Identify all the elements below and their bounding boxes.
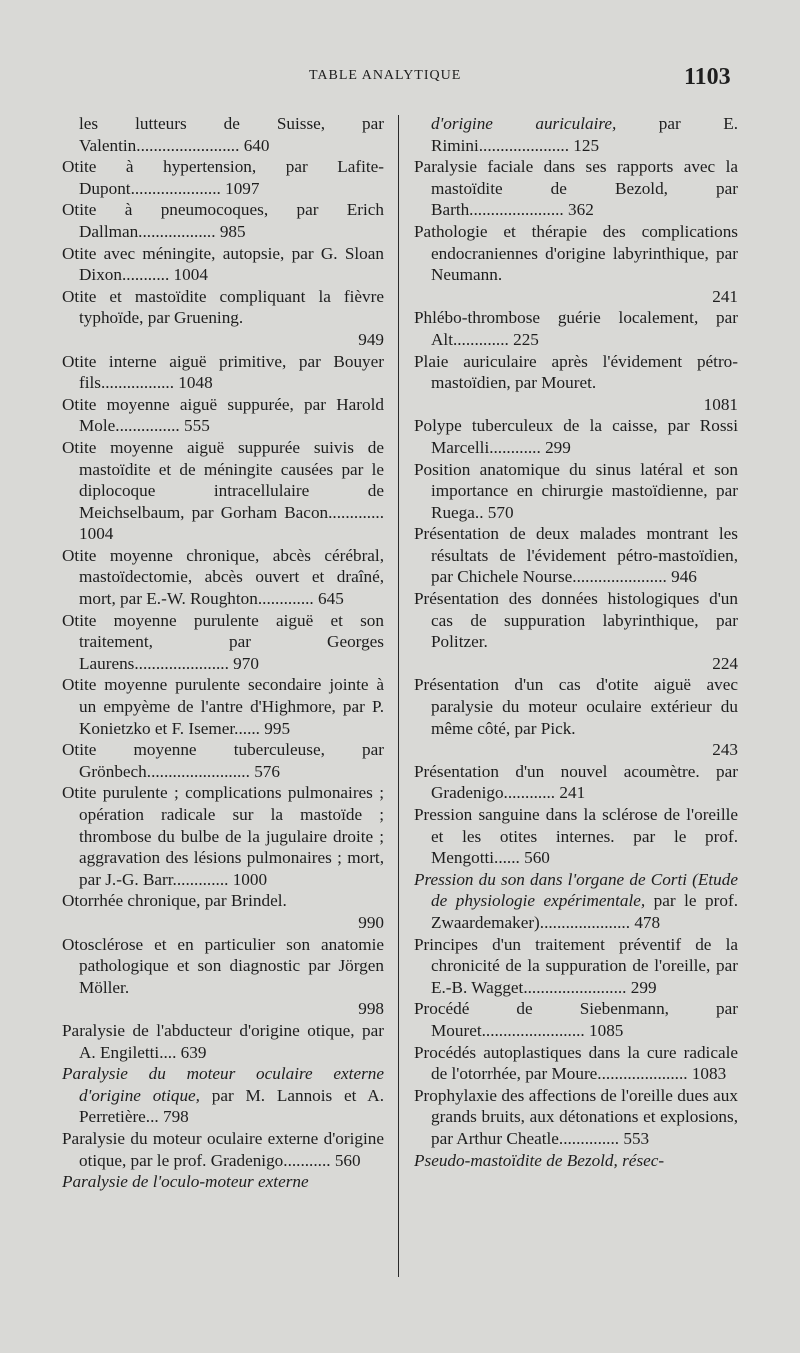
entry-text: par M. Lannois et A. Perretière... 798 bbox=[79, 1085, 384, 1127]
index-entry bbox=[62, 610, 384, 675]
entry-text: par E. Rimini..................... 125 bbox=[431, 114, 738, 155]
index-entry bbox=[62, 674, 384, 739]
index-entry bbox=[62, 890, 384, 933]
entry-text: Otite moyenne tuberculeuse, par Grönbech........................ 576 bbox=[62, 740, 384, 781]
entry-text: Otite à hypertension, par Lafite-Dupont..................... 1097 bbox=[62, 157, 384, 198]
entry-text: Polype tuberculeux de la caisse, par Rossi Marcelli............ 299 bbox=[414, 416, 738, 457]
entry-text: Pression sanguine dans la sclérose de l'oreille et les otites internes. par le prof. Mengotti...... 560 bbox=[414, 805, 738, 868]
index-entry bbox=[414, 221, 738, 307]
entry-text: Plaie auriculaire après l'évidement pétro-mastoïdien, par Mouret. bbox=[414, 351, 738, 393]
index-entry bbox=[62, 739, 384, 782]
entry-page-ref: 949 bbox=[358, 329, 384, 349]
index-entry bbox=[414, 761, 738, 804]
entry-text: Paralysie faciale dans ses rapports avec la mastoïdite de Bezold, par Barth...................... 362 bbox=[414, 157, 738, 220]
entry-text: Otite moyenne purulente aiguë et son traitement, par Georges Laurens...................... 970 bbox=[62, 610, 384, 673]
entry-text: Otite moyenne chronique, abcès cérébral, mastoïdectomie, abcès ouvert et draîné, mort, par E.-W. Roughton............. 645 bbox=[62, 545, 384, 609]
entry-text: par le prof. Zwaardemaker)..................... 478 bbox=[431, 891, 738, 932]
index-column-right bbox=[414, 113, 738, 1171]
index-entry bbox=[62, 113, 384, 156]
index-entry bbox=[62, 394, 384, 437]
entry-text: Présentation d'un cas d'otite aiguë avec paralysie du moteur oculaire extérieur du même côté, par Pick. bbox=[414, 675, 738, 738]
index-entry bbox=[62, 782, 384, 890]
index-entry bbox=[414, 415, 738, 458]
index-entry bbox=[62, 286, 384, 351]
index-entry bbox=[62, 156, 384, 199]
entry-page-ref: 224 bbox=[712, 653, 738, 673]
index-entry bbox=[62, 243, 384, 286]
entry-text: Otite moyenne aiguë suppurée suivis de mastoïdite et de méningite causées par le diplocoque intracellulaire de Meichselbaum, par Gorham Bacon............. 1004 bbox=[62, 437, 384, 544]
index-entry bbox=[62, 1063, 384, 1128]
index-entry bbox=[414, 998, 738, 1041]
index-entry bbox=[414, 113, 738, 156]
entry-text: Procédé de Siebenmann, par Mouret........................ 1085 bbox=[414, 999, 738, 1040]
entry-text: Otosclérose et en particulier son anatomie pathologique et son diagnostic par Jörgen Möller. bbox=[62, 934, 384, 997]
entry-text: Phlébo-thrombose guérie localement, par Alt............. 225 bbox=[414, 308, 738, 349]
index-entry bbox=[414, 869, 738, 934]
index-entry bbox=[414, 351, 738, 416]
entry-text: Présentation des données histologiques d'un cas de suppuration labyrinthique, par Politzer. bbox=[414, 589, 738, 652]
entry-text: Présentation d'un nouvel acoumètre. par Gradenigo............ 241 bbox=[414, 761, 738, 803]
entry-italic-title: d'origine auriculaire, bbox=[431, 114, 617, 133]
index-entry bbox=[414, 1042, 738, 1085]
index-column-left bbox=[62, 113, 384, 1193]
entry-text: les lutteurs de Suisse, par Valentin........................ 640 bbox=[79, 114, 384, 155]
running-title: TABLE ANALYTIQUE bbox=[309, 68, 462, 83]
column-divider bbox=[398, 115, 399, 1277]
entry-text: Prophylaxie des affections de l'oreille dues aux grands bruits, aux détonations et explosions, par Arthur Cheatle.............. 553 bbox=[414, 1085, 738, 1148]
entry-text: Principes d'un traitement préventif de la chronicité de la suppuration de l'oreille, par E.-B. Wagget........................ 299 bbox=[414, 934, 738, 997]
index-entry bbox=[414, 156, 738, 221]
entry-text: Otite avec méningite, autopsie, par G. Sloan Dixon........... 1004 bbox=[62, 243, 384, 285]
entry-italic-title: Pseudo-mastoïdite de Bezold, résec- bbox=[414, 1150, 665, 1170]
index-entry bbox=[414, 459, 738, 524]
index-entry bbox=[62, 351, 384, 394]
entry-text: Présentation de deux malades montrant les résultats de l'évidement pétro-mastoïdien, par Chichele Nourse...................... 946 bbox=[414, 524, 738, 587]
index-entry bbox=[414, 1150, 738, 1172]
page-header bbox=[0, 62, 800, 96]
entry-text: Otite interne aiguë primitive, par Bouyer fils................. 1048 bbox=[62, 351, 384, 393]
entry-page-ref: 243 bbox=[712, 740, 738, 760]
index-entry bbox=[62, 545, 384, 610]
index-entry bbox=[414, 307, 738, 350]
index-entry bbox=[414, 804, 738, 869]
entry-text: Otite moyenne aiguë suppurée, par Harold Mole............... 555 bbox=[62, 394, 384, 436]
index-entry bbox=[62, 1128, 384, 1171]
index-entry bbox=[62, 199, 384, 242]
entry-text: Pathologie et thérapie des complications endocraniennes d'origine labyrinthique, par Neumann. bbox=[414, 221, 738, 285]
index-entry bbox=[414, 674, 738, 760]
entry-text: Otorrhée chronique, par Brindel. bbox=[62, 891, 287, 911]
entry-text: Paralysie de l'abducteur d'origine otique, par A. Engiletti.... 639 bbox=[62, 1020, 384, 1062]
index-entry bbox=[414, 523, 738, 588]
entry-text: Otite purulente ; complications pulmonaires ; opération radicale sur la mastoïde ; thrombose du bulbe de la jugulaire droite ; aggravation des lésions pulmonaires ; mort, par J.-G. Barr............. 1000 bbox=[62, 783, 384, 889]
entry-italic-title: Paralysie de l'oculo-moteur externe bbox=[62, 1172, 309, 1192]
entry-text: Procédés autoplastiques dans la cure radicale de l'otorrhée, par Moure..................... 1083 bbox=[414, 1042, 738, 1084]
index-entry bbox=[414, 588, 738, 674]
entry-page-ref: 241 bbox=[712, 286, 738, 306]
entry-page-ref: 1081 bbox=[703, 394, 738, 414]
page-number: 1103 bbox=[684, 64, 731, 90]
entry-text: Otite à pneumocoques, par Erich Dallman.................. 985 bbox=[62, 200, 384, 241]
entry-italic-title: Paralysie du moteur oculaire externe d'origine otique, bbox=[62, 1064, 384, 1105]
entry-text: Otite et mastoïdite compliquant la fièvre typhoïde, par Gruening. bbox=[62, 286, 384, 328]
entry-text: Paralysie du moteur oculaire externe d'origine otique, par le prof. Gradenigo........... 560 bbox=[62, 1128, 384, 1170]
entry-text: Position anatomique du sinus latéral et son importance en chirurgie mastoïdienne, par Ruega.. 570 bbox=[414, 459, 738, 522]
index-entry bbox=[62, 437, 384, 545]
entry-page-ref: 990 bbox=[358, 912, 384, 932]
index-entry bbox=[414, 934, 738, 999]
entry-page-ref: 998 bbox=[358, 999, 384, 1019]
index-entry bbox=[62, 934, 384, 1020]
entry-italic-title: Pression du son dans l'organe de Corti (Etude de physiologie expérimentale, bbox=[414, 869, 738, 911]
entry-text: Otite moyenne purulente secondaire jointe à un empyème de l'antre d'Highmore, par P. Konietzko et F. Isemer...... 995 bbox=[62, 675, 384, 738]
index-entry bbox=[62, 1020, 384, 1063]
index-entry bbox=[62, 1171, 384, 1193]
index-entry bbox=[414, 1085, 738, 1150]
